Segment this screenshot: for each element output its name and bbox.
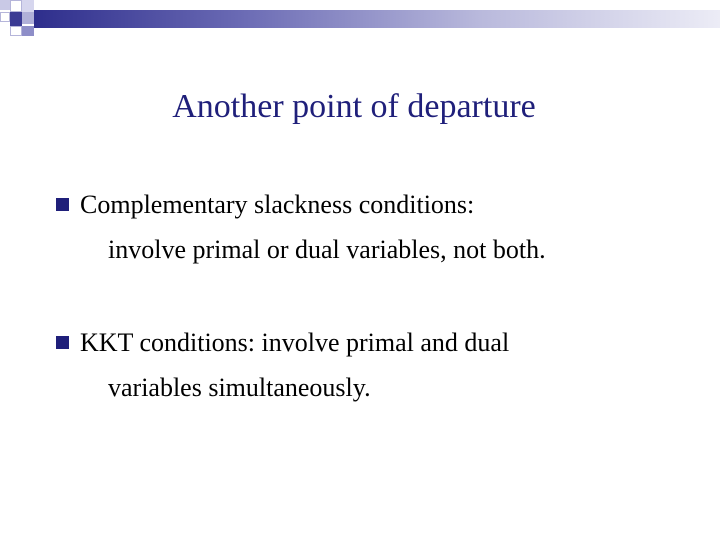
header-square — [22, 0, 34, 12]
header-square — [0, 0, 10, 10]
header-square — [10, 12, 22, 26]
square-bullet-icon — [56, 198, 69, 211]
bullet-text-line: KKT conditions: involve primal and dual — [80, 328, 510, 357]
bullet-text-line: involve primal or dual variables, not both. — [108, 235, 546, 264]
header-decoration — [0, 0, 720, 40]
slide-title: Another point of departure — [172, 88, 536, 125]
bullet-text-line: variables simultaneously. — [108, 373, 371, 402]
header-square — [22, 26, 34, 36]
bullet-text-line: Complementary slackness conditions: — [80, 190, 475, 219]
square-bullet-icon — [56, 336, 69, 349]
header-square — [22, 12, 34, 24]
bullet-item — [56, 182, 696, 272]
bullet-item — [56, 320, 696, 410]
header-square — [0, 12, 10, 22]
header-square — [10, 0, 22, 12]
header-square — [10, 26, 22, 36]
header-gradient-bar — [34, 10, 720, 28]
